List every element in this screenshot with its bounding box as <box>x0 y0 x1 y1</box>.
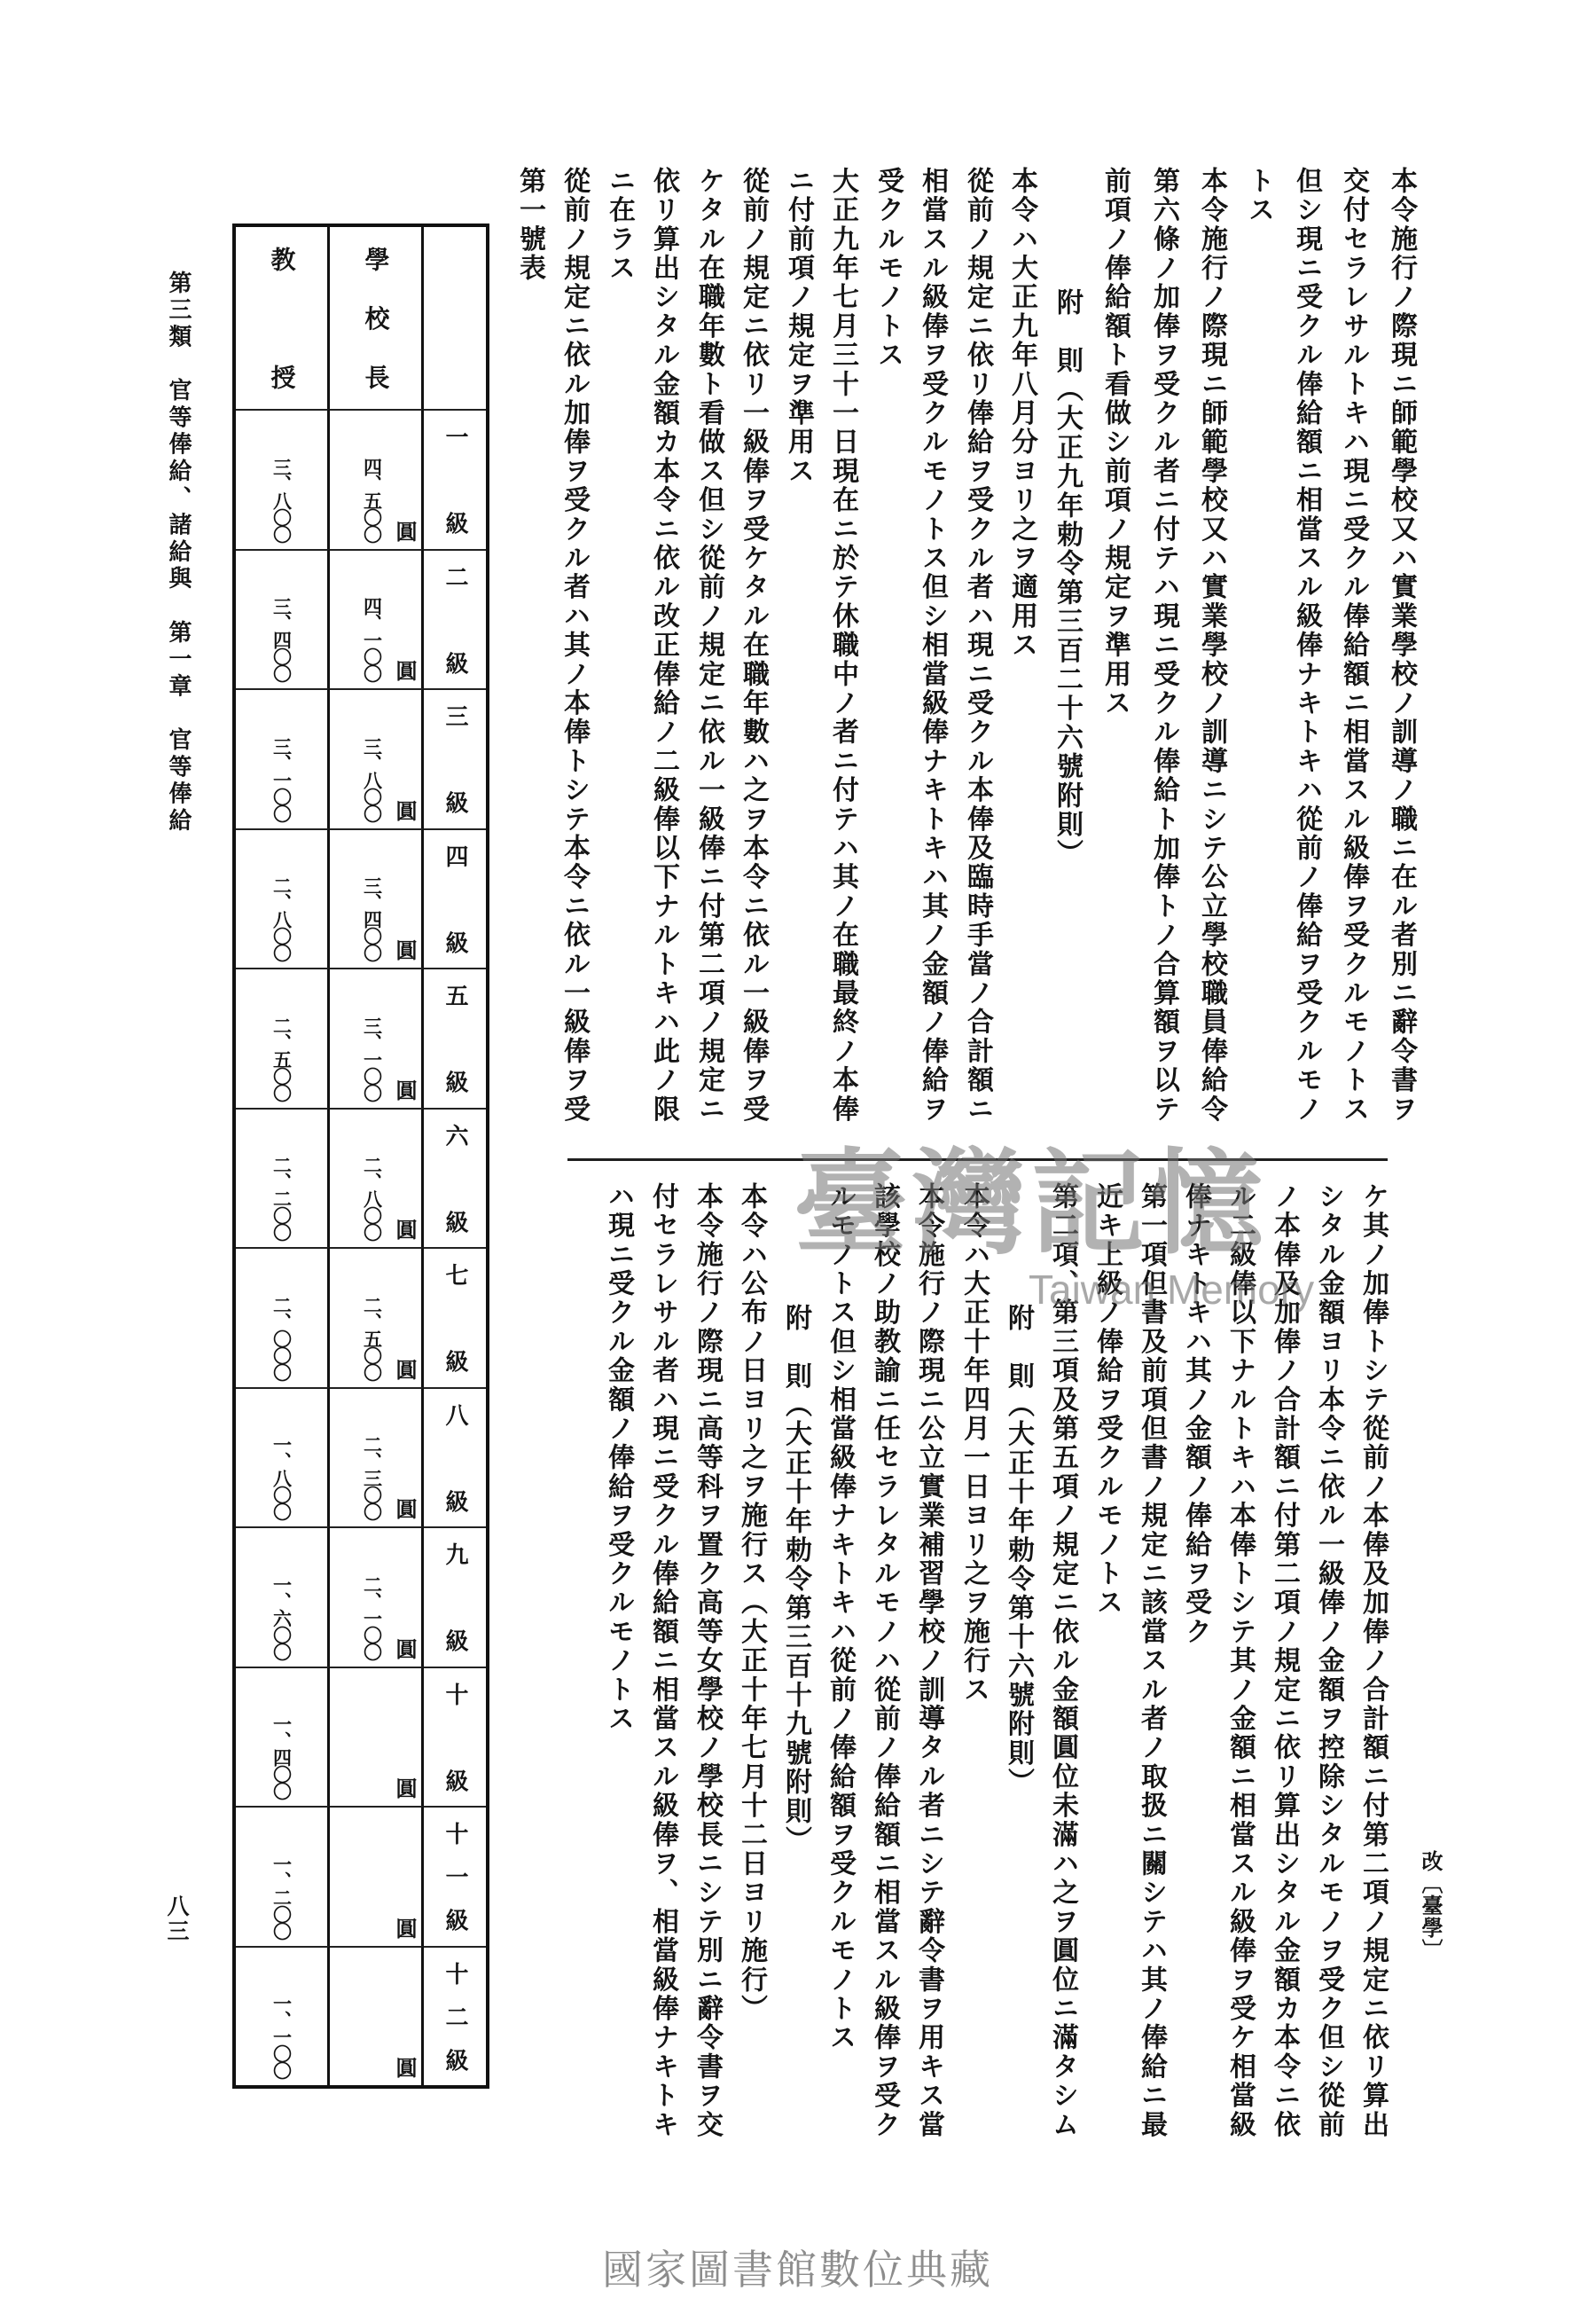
text-column: ケ其ノ加俸トシテ從前ノ本俸及加俸ノ合計額ニ付第二項ノ規定ニ依リ算出 <box>1357 1182 1389 2140</box>
text-column: ニ付前項ノ規定ヲ準用ス <box>783 167 814 486</box>
salary-value: 二、〇〇〇 <box>270 1295 293 1380</box>
table-professor-cell <box>236 1806 330 1946</box>
grade-label: 五級 <box>442 984 468 1094</box>
table-grade-cell <box>424 688 486 828</box>
salary-value: 一、四〇〇 <box>270 1714 293 1799</box>
salary-value: 四、一〇〇 <box>361 597 383 681</box>
text-column: 受クルモノトス <box>872 167 904 370</box>
grade-label: 七級 <box>442 1263 468 1373</box>
unit-label: 圓 <box>392 939 417 961</box>
text-column: 從前ノ規定ニ依リ俸給ヲ受クル者ハ現ニ受クル本俸及臨時手當ノ合計額ニ <box>962 167 993 1125</box>
text-column: 相當スル級俸ヲ受クルモノトス但シ相當級俸ナキトキハ其ノ金額ノ俸給ヲ <box>917 167 948 1125</box>
table-professor-cell <box>236 1526 330 1667</box>
salary-value: 二、八〇〇 <box>270 876 293 961</box>
text-column: トス <box>1243 167 1274 225</box>
table-principal-cell <box>330 1667 424 1807</box>
header-label: 教授 <box>267 247 297 389</box>
tier-divider <box>567 1158 1388 1161</box>
unit-label: 圓 <box>392 1917 417 1939</box>
salary-table <box>232 224 489 2089</box>
salary-value: 二、一〇〇 <box>361 1574 383 1659</box>
text-column: シタル金額ヨリ本令ニ依ル一級俸ノ金額ヲ控除シタルモノヲ受ク但シ從前 <box>1313 1182 1344 2140</box>
salary-value: 二、五〇〇 <box>361 1295 383 1380</box>
table-header-principal <box>330 227 424 409</box>
text-column: 本令施行ノ際現ニ公立實業補習學校ノ訓導タル者ニシテ辭令書ヲ用キス當 <box>913 1182 944 2140</box>
salary-value: 一、一〇〇 <box>270 1994 293 2078</box>
salary-value: 三、八〇〇 <box>270 457 293 542</box>
supplementary-provisions-heading: 附 則（大正十年勅令第十六號附則） <box>1003 1304 1034 1797</box>
unit-label: 圓 <box>392 799 417 821</box>
table-grade-cell <box>424 1247 486 1387</box>
table-header-blank <box>424 227 486 409</box>
text-column: 俸ナキトキハ其ノ金額ノ俸給ヲ受ク <box>1180 1182 1211 1647</box>
text-column: 付セラレサル者ハ現ニ受クル俸給額ニ相當スル級俸ヲ、相當級俸ナキトキ <box>647 1182 678 2140</box>
unit-label: 圓 <box>392 1498 417 1519</box>
table-professor-cell <box>236 968 330 1108</box>
text-column: 大正九年七月三十一日現在ニ於テ休職中ノ者ニ付テハ其ノ在職最終ノ本俸 <box>827 167 858 1125</box>
table-grade-cell <box>424 1387 486 1527</box>
table-principal-cell <box>330 1247 424 1387</box>
table-principal-cell <box>330 1806 424 1946</box>
grade-label: 十級 <box>442 1682 468 1792</box>
grade-label: 八級 <box>442 1402 468 1512</box>
table-title: 第一號表 <box>514 167 545 283</box>
page-number: 八三 <box>164 1894 190 1944</box>
unit-label: 圓 <box>392 2057 417 2078</box>
text-column: 但シ現ニ受クル俸給額ニ相當スル級俸ナキトキハ從前ノ俸給ヲ受クルモノ <box>1291 167 1322 1125</box>
text-column: 從前ノ規定ニ依ル加俸ヲ受クル者ハ其ノ本俸トシテ本令ニ依ル一級俸ヲ受 <box>559 167 590 1125</box>
text-column: 本令施行ノ際現ニ師範學校又ハ實業學校ノ訓導ノ職ニ在ル者別ニ辭令書ヲ <box>1386 167 1417 1125</box>
table-grade-cell <box>424 1806 486 1946</box>
text-column: 本令施行ノ際現ニ高等科ヲ置ク高等女學校ノ學校長ニシテ別ニ辭令書ヲ交 <box>692 1182 723 2140</box>
table-grade-cell <box>424 1526 486 1667</box>
salary-value: 三、四〇〇 <box>270 597 293 681</box>
header-label: 學校長 <box>361 247 391 389</box>
archive-footer: 國家圖書館數位典藏 <box>602 2246 993 2294</box>
text-column: 交付セラレサルトキハ現ニ受クル俸給額ニ相當スル級俸ヲ受クルモノトス <box>1338 167 1369 1125</box>
salary-value: 一、二〇〇 <box>270 1854 293 1939</box>
grade-label: 六級 <box>442 1123 468 1233</box>
table-grade-cell <box>424 409 486 549</box>
text-column: 本令ハ大正十年四月一日ヨリ之ヲ施行ス <box>958 1182 990 1705</box>
unit-label: 圓 <box>392 1219 417 1240</box>
watermark-logo: 臺灣記憶 <box>794 1137 1270 1270</box>
unit-label: 圓 <box>392 1637 417 1659</box>
text-column: ルモノトス但シ相當級俸ナキトキハ從前ノ俸給額ヲ受クルモノトス <box>825 1182 856 2052</box>
table-professor-cell <box>236 1247 330 1387</box>
table-principal-cell <box>330 1108 424 1248</box>
text-column: 近キ上級ノ俸給ヲ受クルモノトス <box>1091 1182 1123 1618</box>
text-column: ル二級俸以下ナルトキハ本俸トシテ其ノ金額ニ相當スル級俸ヲ受ケ相當級 <box>1224 1182 1256 2140</box>
table-grade-cell <box>424 968 486 1108</box>
grade-label: 三級 <box>442 704 468 814</box>
salary-value: 二、三〇〇 <box>361 1435 383 1519</box>
grade-label: 二級 <box>442 564 468 674</box>
table-principal-cell <box>330 1526 424 1667</box>
salary-value: 二、二〇〇 <box>270 1156 293 1240</box>
salary-value: 三、四〇〇 <box>361 876 383 961</box>
table-grade-cell <box>424 549 486 689</box>
table-principal-cell <box>330 1946 424 2086</box>
text-column: 第二項、第三項及第五項ノ規定ニ依ル金額圓位未滿ハ之ヲ圓位ニ滿タシム <box>1047 1182 1078 2140</box>
salary-value: 二、五〇〇 <box>270 1016 293 1101</box>
text-column: 本令ハ公布ノ日ヨリ之ヲ施行ス（大正十年七月十二日ヨリ施行） <box>736 1182 767 2024</box>
supplementary-provisions-heading: 附 則（大正九年勅令第三百二十六號附則） <box>1052 288 1083 868</box>
text-column: 第一項但書及前項但書ノ規定ニ該當スル者ノ取扱ニ關シテハ其ノ俸給ニ最 <box>1136 1182 1167 2140</box>
margin-note: 改〔臺學〕 <box>1418 1850 1443 1961</box>
salary-value: 四、五〇〇 <box>361 457 383 542</box>
text-column: 本令施行ノ際現ニ師範學校又ハ實業學校ノ訓導ニシテ公立學校職員俸給令 <box>1196 167 1227 1125</box>
table-grade-cell <box>424 828 486 969</box>
table-professor-cell <box>236 549 330 689</box>
text-column: ニ在ラス <box>604 167 635 283</box>
salary-value: 一、八〇〇 <box>270 1435 293 1519</box>
grade-label: 九級 <box>442 1542 468 1652</box>
table-grade-cell <box>424 1108 486 1248</box>
grade-label: 十一級 <box>442 1822 468 1932</box>
watermark-subtitle: Taiwan Memory <box>1029 1267 1315 1313</box>
text-column: ノ本俸及加俸ノ合計額ニ付第二項ノ規定ニ依リ算出シタル金額カ本令ニ依 <box>1269 1182 1300 2140</box>
unit-label: 圓 <box>392 1078 417 1101</box>
table-professor-cell <box>236 688 330 828</box>
table-principal-cell <box>330 549 424 689</box>
table-principal-cell <box>330 968 424 1108</box>
salary-value: 三、一〇〇 <box>361 1016 383 1101</box>
table-professor-cell <box>236 828 330 969</box>
table-grade-cell <box>424 1946 486 2086</box>
grade-label: 一級 <box>442 425 468 535</box>
running-head: 第三類 官等俸給、諸給與 第一章 官等俸給 <box>165 271 192 835</box>
table-principal-cell <box>330 688 424 828</box>
table-principal-cell <box>330 1387 424 1527</box>
salary-value: 二、八〇〇 <box>361 1156 383 1240</box>
text-column: 該學校ノ助教諭ニ任セラレタルモノハ從前ノ俸給額ニ相當スル級俸ヲ受ク <box>869 1182 900 2140</box>
unit-label: 圓 <box>392 1358 417 1380</box>
supplementary-provisions-heading: 附 則（大正十年勅令第三百十九號附則） <box>780 1304 811 1855</box>
unit-label: 圓 <box>392 1777 417 1799</box>
text-column: ハ現ニ受クル金額ノ俸給ヲ受クルモノトス <box>603 1182 634 1734</box>
text-column: 依リ算出シタル金額カ本令ニ依ル改正俸給ノ二級俸以下ナルトキハ此ノ限 <box>648 167 679 1125</box>
table-professor-cell <box>236 409 330 549</box>
grade-label: 十二級 <box>442 1961 468 2071</box>
table-professor-cell <box>236 1667 330 1807</box>
table-principal-cell <box>330 409 424 549</box>
table-professor-cell <box>236 1946 330 2086</box>
table-header-professor <box>236 227 330 409</box>
table-professor-cell <box>236 1108 330 1248</box>
grade-label: 四級 <box>442 843 468 953</box>
salary-value: 一、六〇〇 <box>270 1574 293 1659</box>
table-principal-cell <box>330 828 424 969</box>
text-column: ケタル在職年數ト看做ス但シ從前ノ規定ニ依ル一級俸ニ付第二項ノ規定ニ <box>693 167 724 1125</box>
text-column: 本令ハ大正九年八月分ヨリ之ヲ適用ス <box>1006 167 1037 660</box>
salary-value: 三、一〇〇 <box>270 736 293 821</box>
text-column: 前項ノ俸給額ト看做シ前項ノ規定ヲ準用ス <box>1099 167 1130 718</box>
unit-label: 圓 <box>392 660 417 681</box>
text-column: 第六條ノ加俸ヲ受クル者ニ付テハ現ニ受クル俸給ト加俸トノ合算額ヲ以テ <box>1148 167 1179 1125</box>
unit-label: 圓 <box>392 520 417 542</box>
text-column: 從前ノ規定ニ依リ一級俸ヲ受ケタル在職年數ハ之ヲ本令ニ依ル一級俸ヲ受 <box>738 167 769 1125</box>
table-professor-cell <box>236 1387 330 1527</box>
salary-value: 三、八〇〇 <box>361 736 383 821</box>
table-grade-cell <box>424 1667 486 1807</box>
